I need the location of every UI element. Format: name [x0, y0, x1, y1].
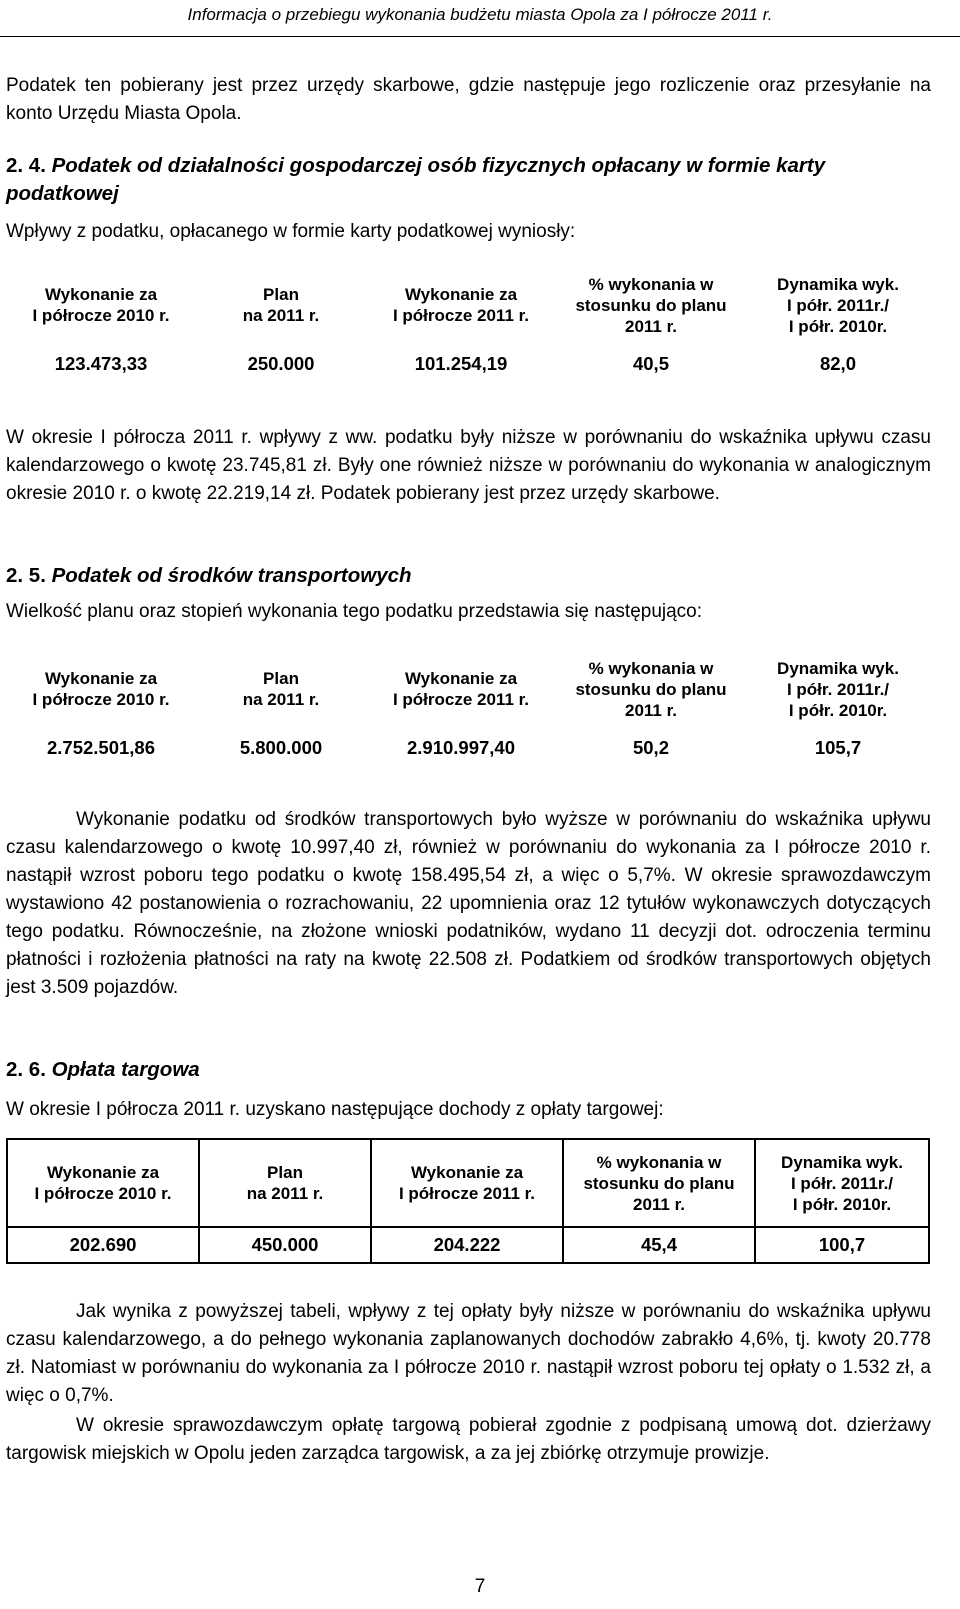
table-cell: 250.000	[247, 353, 315, 374]
karta-podatkowa-table	[6, 262, 930, 380]
table-header-row	[7, 1139, 929, 1227]
table-header-row	[6, 262, 930, 348]
header-cell: Wykonanie za I półrocze 2010 r.	[32, 285, 170, 325]
section-2-5-title: Podatek od środków transportowych	[51, 564, 412, 587]
table-cell: 450.000	[199, 1227, 371, 1263]
table-cell: 202.690	[7, 1227, 199, 1263]
intro-paragraph: Podatek ten pobierany jest przez urzędy skarbowe, gdzie następuje jego rozliczenie oraz przesyłanie na konto Urzędu Miasta Opola.	[6, 75, 931, 124]
section-2-4-title: Podatek od działalności gospodarczej osób fizycznych opłacany w formie karty podatkowej	[6, 154, 826, 205]
section-2-5-text: Wykonanie podatku od środków transportowych było wyższe w porównaniu do wskaźnika upływu czasu kalendarzowego o kwotę 10.997,40 zł, również w porównaniu do wykonania za I półrocze 2010 r. nastąpił wzrost poboru tego podatku o kwotę 158.495,54 zł, a więc o 5,7%. W okresie sprawozdawczym wystawiono 42 postanowienia o rozrachowaniu, 22 upomnienia oraz 12 tytułów wykonawczych dotyczących tego podatku. Równocześnie, na złożone wnioski podatników, wydano 11 decyzji dot. odroczenia terminu płatności i rozłożenia płatności na raty na kwotę 22.508 zł. Podatkiem od środków transportowych objętych jest 3.509 pojazdów.	[6, 809, 931, 998]
table-cell: 123.473,33	[54, 353, 148, 374]
section-2-5-lead: Wielkość planu oraz stopień wykonania tego podatku przedstawia się następująco:	[6, 601, 703, 622]
header-cell: Dynamika wyk. I półr. 2011r./ I półr. 2010r.	[777, 658, 899, 720]
table-cell: 50,2	[632, 737, 669, 758]
page-number: 7	[474, 1576, 486, 1597]
header-cell: Plan na 2011 r.	[242, 669, 320, 709]
section-2-4-text: W okresie I półrocza 2011 r. wpływy z ww. podatku były niższe w porównaniu do wskaźnika upływu czasu kalendarzowego o kwotę 23.745,81 zł. Były one również niższe w porównaniu do wykonania w analogicznym okresie 2010 r. o kwotę 22.219,14 zł. Podatek pobierany jest przez urzędy skarbowe.	[6, 427, 931, 504]
section-2-4-number: 2. 4.	[6, 154, 46, 177]
section-2-4-heading	[6, 152, 931, 208]
transport-tax-table	[6, 646, 930, 764]
section-2-6-number: 2. 6.	[6, 1058, 46, 1081]
table-cell: 100,7	[755, 1227, 929, 1263]
section-2-4-lead: Wpływy z podatku, opłacanego w formie karty podatkowej wyniosły:	[6, 221, 576, 242]
header-cell: % wykonania w stosunku do planu 2011 r.	[575, 274, 727, 336]
header-cell: Plan na 2011 r.	[242, 285, 320, 325]
table-cell: 204.222	[371, 1227, 563, 1263]
section-2-6-lead: W okresie I półrocza 2011 r. uzyskano następujące dochody z opłaty targowej:	[6, 1099, 664, 1120]
table-cell: 40,5	[632, 353, 669, 374]
header-title: Informacja o przebiegu wykonania budżetu miasta Opola za I półrocze 2011 r.	[187, 5, 773, 24]
page-header	[0, 0, 960, 37]
table-cell: 101.254,19	[414, 353, 508, 374]
section-2-5-heading	[6, 562, 931, 590]
section-2-6-title: Opłata targowa	[51, 1058, 200, 1081]
header-cell: Wykonanie za I półrocze 2010 r.	[32, 669, 170, 709]
table-cell: 2.752.501,86	[46, 737, 156, 758]
table-cell: 45,4	[563, 1227, 755, 1263]
header-cell: % wykonania w stosunku do planu 2011 r.	[563, 1139, 755, 1227]
table-cell: 2.910.997,40	[406, 737, 516, 758]
section-2-6-heading	[6, 1056, 931, 1084]
market-fee-table	[6, 1138, 930, 1264]
header-cell: Dynamika wyk. I półr. 2011r./ I półr. 2010r.	[777, 274, 899, 336]
table-cell: 5.800.000	[239, 737, 323, 758]
table-cell: 82,0	[819, 353, 856, 374]
table-row	[6, 732, 930, 764]
header-cell: Wykonanie za I półrocze 2011 r.	[392, 285, 530, 325]
section-2-5-number: 2. 5.	[6, 564, 46, 587]
header-cell: Wykonanie za I półrocze 2011 r.	[392, 669, 530, 709]
table-header-row	[6, 646, 930, 732]
header-cell: Wykonanie za I półrocze 2011 r.	[371, 1139, 563, 1227]
table-row	[7, 1227, 929, 1263]
header-cell: Wykonanie za I półrocze 2010 r.	[7, 1139, 199, 1227]
header-cell: Plan na 2011 r.	[199, 1139, 371, 1227]
header-cell: Dynamika wyk. I półr. 2011r./ I półr. 2010r.	[755, 1139, 929, 1227]
section-2-6-text-1: Jak wynika z powyższej tabeli, wpływy z tej opłaty były niższe w porównaniu do wskaźnika upływu czasu kalendarzowego, a do pełnego wykonania zaplanowanych dochodów zabrakło 4,6%, tj. kwoty 20.778 zł. Natomiast w porównaniu do wykonania za I półrocze 2010 r. nastąpił wzrost poboru tej opłaty o 1.532 zł, a więc o 0,7%.	[6, 1301, 931, 1406]
section-2-6-text-2: W okresie sprawozdawczym opłatę targową pobierał zgodnie z podpisaną umową dot. dzierżawy targowisk miejskich w Opolu jeden zarządca targowisk, a za jej zbiórkę otrzymuje prowizje.	[6, 1415, 931, 1464]
header-cell: % wykonania w stosunku do planu 2011 r.	[575, 658, 727, 720]
table-row	[6, 348, 930, 380]
table-cell: 105,7	[814, 737, 862, 758]
